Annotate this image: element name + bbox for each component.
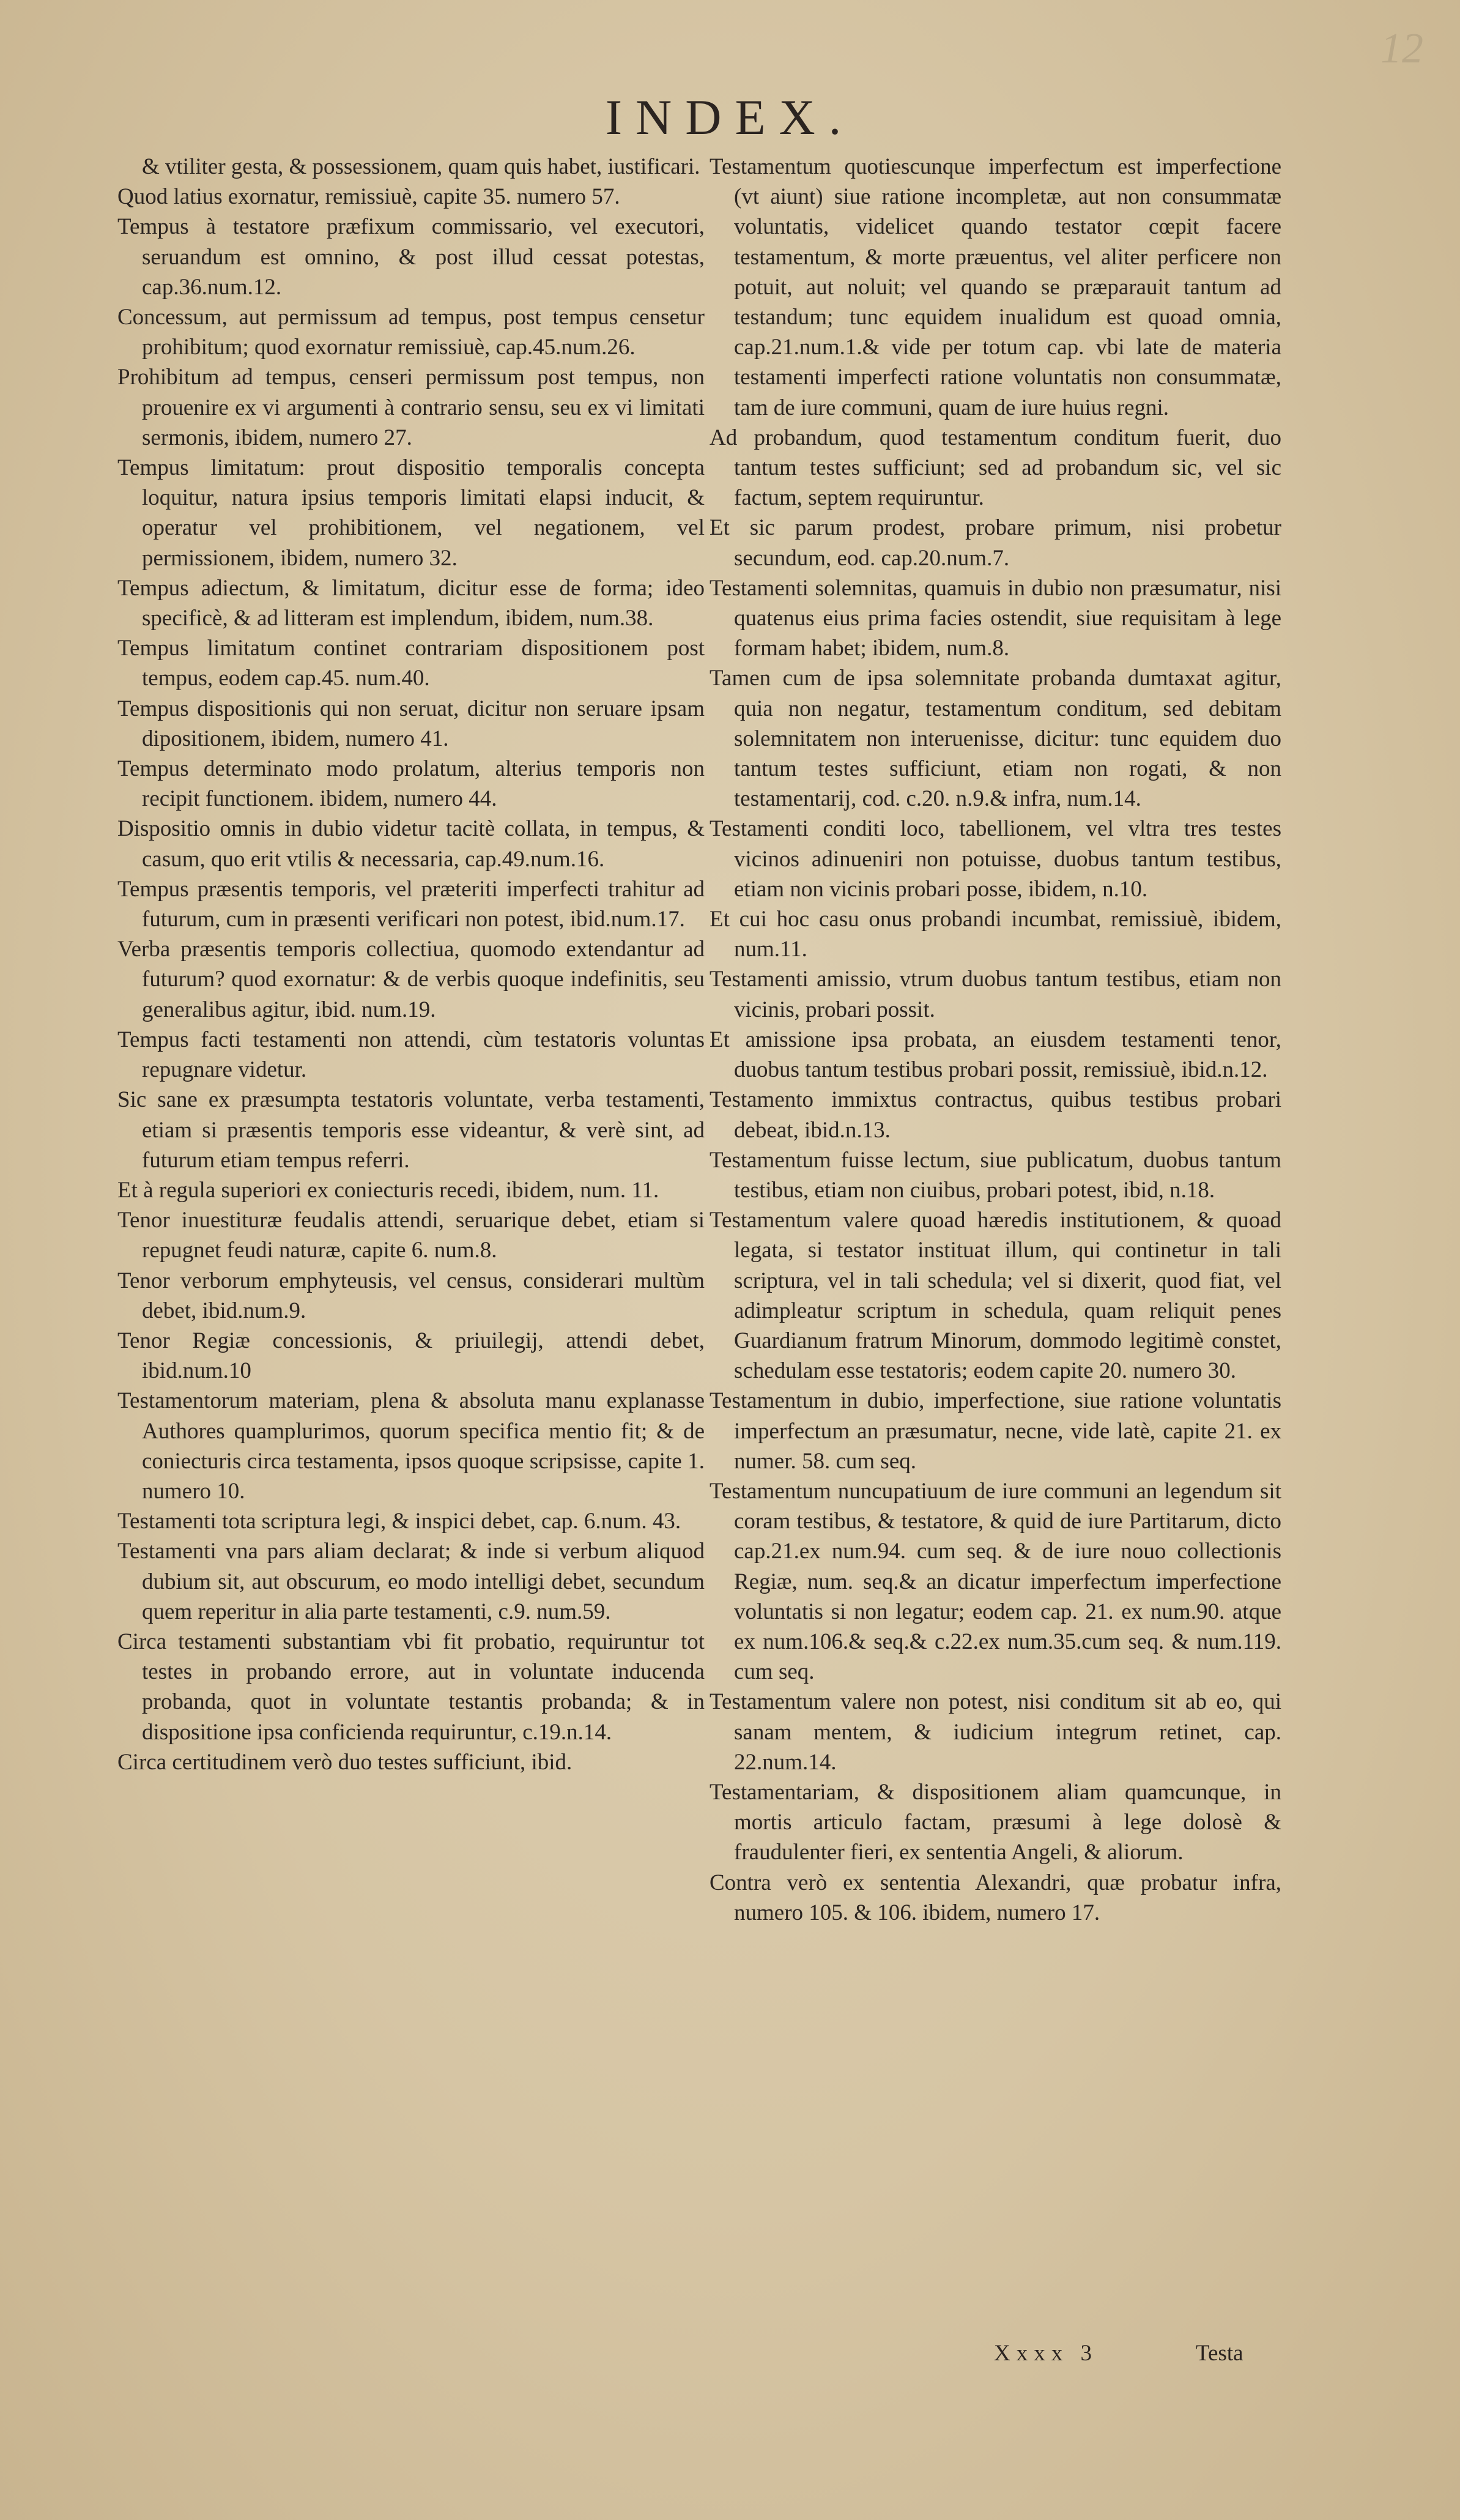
index-entry: Circa certitudinem verò duo testes sufficiunt, ibid.: [117, 1749, 573, 1775]
index-entry: Testamenti solemnitas, quamuis in dubio non præsumatur, nisi quatenus eius prima facies ostendit, siue requisitam à lege formam habet; ibidem, num.8.: [710, 575, 1281, 661]
index-entry: Quod latius exornatur, remissiuè, capite 35. numero 57.: [117, 184, 620, 210]
index-entry: Testamenti amissio, vtrum duobus tantum testibus, etiam non vicinis, probari possit.: [710, 967, 1281, 1022]
index-entry: Testamentum quotiescunque imperfectum est imperfectione (vt aiunt) siue ratione incompletæ, aut non consummatæ voluntatis, videlicet quando testator cœpit facere testamentum, & morte præuentus, vel aliter perficere non potuit, aut noluit; vel quando se præparauit tantum ad testandum; tunc equidem inualidum est quoad omnia, cap.21.num.1.& vide per totum cap. vbi late de materia testamenti imperfecti ratione voluntatis non consummatæ, tam de iure communi, quam de iure huius regni.: [710, 154, 1281, 420]
catchword: Testa: [1196, 2341, 1243, 2366]
index-entry: Tamen cum de ipsa solemnitate probanda dumtaxat agitur, quia non negatur, testamentum conditum, sed debitam solemnitatem non interuenisse, dicitur: tunc equidem duo tantum testes sufficiunt, etiam non rogati, & non testamentarij, cod. c.20. n.9.& infra, num.14.: [710, 666, 1281, 812]
index-entry: Tempus adiectum, & limitatum, dicitur esse de forma; ideo specificè, & ad litteram est implendum, ibidem, num.38.: [117, 575, 705, 631]
signature-mark: Xxxx 3: [994, 2341, 1098, 2366]
index-entry: Tempus dispositionis qui non seruat, dicitur non seruare ipsam dipositionem, ibidem, numero 41.: [117, 696, 705, 751]
index-entry: Concessum, aut permissum ad tempus, post tempus censetur prohibitum; quod exornatur remissiuè, cap.45.num.26.: [117, 305, 705, 360]
index-entry: Tempus à testatore præfixum commissario, vel executori, seruandum est omnino, & post illud cessat potestas, cap.36.num.12.: [117, 214, 705, 300]
index-entry: Testamenti tota scriptura legi, & inspici debet, cap. 6.num. 43.: [117, 1509, 681, 1534]
index-entry: Contra verò ex sententia Alexandri, quæ probatur infra, numero 105. & 106. ibidem, numero 17.: [710, 1870, 1281, 1925]
index-entry: Testamentum in dubio, imperfectione, siue ratione voluntatis imperfectum an præsumatur, necne, vide latè, capite 21. ex numer. 58. cum seq.: [710, 1388, 1281, 1474]
page-header: INDEX.: [605, 89, 855, 145]
index-entry: & vtiliter gesta, & possessionem, quam quis habet, iustificari.: [142, 154, 700, 179]
index-entry: Verba præsentis temporis collectiua, quomodo extendantur ad futurum? quod exornatur: & de verbis quoque indefinitis, seu generalibus agitur, ibid. num.19.: [117, 937, 705, 1022]
index-entry: Testamentariam, & dispositionem aliam quamcunque, in mortis articulo factam, præsumi à lege dolosè & fraudulenter fieri, ex sententia Angeli, & aliorum.: [710, 1779, 1281, 1865]
index-entry: Testamenti vna pars aliam declarat; & inde si verbum aliquod dubium sit, aut obscurum, eo modo intelligi debet, secundum quem reperitur in alia parte testamenti, c.9. num.59.: [117, 1539, 705, 1624]
index-entry: Testamentum valere non potest, nisi conditum sit ab eo, qui sanam mentem, & iudicium integrum retinet, cap. 22.num.14.: [710, 1689, 1281, 1775]
page-number: 12: [1380, 25, 1423, 72]
index-entry: Testamentum nuncupatiuum de iure communi an legendum sit coram testibus, & testatore, & quid de iure Partitarum, dicto cap.21.ex num.94. cum seq. & de iure nouo collectionis Regiæ, num. seq.& an dicatur imperfectum imperfectione voluntatis si non legatur; eodem cap. 21. ex num.90. atque ex num.106.& seq.& c.22.ex num.35.cum seq. & num.119. cum seq.: [710, 1478, 1281, 1685]
left-column: [117, 152, 705, 1777]
index-entry: Tenor verborum emphyteusis, vel census, considerari multùm debet, ibid.num.9.: [117, 1268, 705, 1323]
index-entry: Testamentum valere quoad hæredis institutionem, & quoad legata, si testator instituat illum, qui continetur in tali scriptura, vel in tali schedula; vel si dixerit, quod fiat, vel adimpleatur scriptum in schedula, quam reliquit penes Guardianum fratrum Minorum, dommodo legitimè constet, schedulam esse testatoris; eodem capite 20. numero 30.: [710, 1208, 1281, 1384]
index-entry: Tempus præsentis temporis, vel præteriti imperfecti trahitur ad futurum, cum in præsenti verificari non potest, ibid.num.17.: [117, 876, 705, 932]
index-entry: Testamentum fuisse lectum, siue publicatum, duobus tantum testibus, etiam non ciuibus, probari potest, ibid, n.18.: [710, 1147, 1281, 1203]
index-entry: Tempus facti testamenti non attendi, cùm testatoris voluntas repugnare videtur.: [117, 1027, 705, 1083]
index-entry: Et cui hoc casu onus probandi incumbat, remissiuè, ibidem, num.11.: [710, 907, 1281, 962]
index-entry: Et amissione ipsa probata, an eiusdem testamenti tenor, duobus tantum testibus probari possit, remissiuè, ibid.n.12.: [710, 1027, 1281, 1083]
index-entry: Testamento immixtus contractus, quibus testibus probari debeat, ibid.n.13.: [710, 1087, 1281, 1143]
index-entry: Testamenti conditi loco, tabellionem, vel vltra tres testes vicinos adinueniri non potuisse, duobus tantum testibus, etiam non vicinis probari posse, ibidem, n.10.: [710, 816, 1281, 902]
index-entry: Prohibitum ad tempus, censeri permissum post tempus, non prouenire ex vi argumenti à contrario sensu, seu ex vi limitati sermonis, ibidem, numero 27.: [117, 365, 705, 450]
index-entry: Tempus determinato modo prolatum, alterius temporis non recipit functionem. ibidem, numero 44.: [117, 756, 705, 812]
index-entry: Dispositio omnis in dubio videtur tacitè collata, in tempus, & casum, quo erit vtilis & necessaria, cap.49.num.16.: [117, 816, 705, 872]
index-entry: Tenor Regiæ concessionis, & priuilegij, attendi debet, ibid.num.10: [117, 1328, 705, 1384]
index-entry: Sic sane ex præsumpta testatoris voluntate, verba testamenti, etiam si præsentis temporis esse videantur, & verè sint, ad futurum etiam tempus referri.: [117, 1087, 705, 1173]
index-entry: Ad probandum, quod testamentum conditum fuerit, duo tantum testes sufficiunt; sed ad probandum sic, vel sic factum, septem requiruntur.: [710, 425, 1281, 511]
index-entry: Testamentorum materiam, plena & absoluta manu explanasse Authores quamplurimos, quorum specifica mentio fit; & de coniecturis circa testamenta, ipsos quoque scripsisse, capite 1. numero 10.: [117, 1388, 705, 1504]
index-entry: Tempus limitatum: prout dispositio temporalis concepta loquitur, natura ipsius temporis limitati elapsi inducit, & operatur vel prohibitionem, vel negationem, vel permissionem, ibidem, numero 32.: [117, 455, 705, 571]
index-entry: Tempus limitatum continet contrariam dispositionem post tempus, eodem cap.45. num.40.: [117, 636, 705, 691]
right-column: [710, 152, 1281, 1928]
index-entry: Tenor inuestituræ feudalis attendi, seruarique debet, etiam si repugnet feudi naturæ, capite 6. num.8.: [117, 1208, 705, 1263]
index-entry: Et à regula superiori ex coniecturis recedi, ibidem, num. 11.: [117, 1177, 659, 1203]
index-entry: Circa testamenti substantiam vbi fit probatio, requiruntur tot testes in probando errore, aut in voluntate inducenda probanda, quot in voluntate testantis probanda; & in dispositione ipsa conficienda requiruntur, c.19.n.14.: [117, 1629, 705, 1745]
index-entry: Et sic parum prodest, probare primum, nisi probetur secundum, eod. cap.20.num.7.: [710, 515, 1281, 571]
